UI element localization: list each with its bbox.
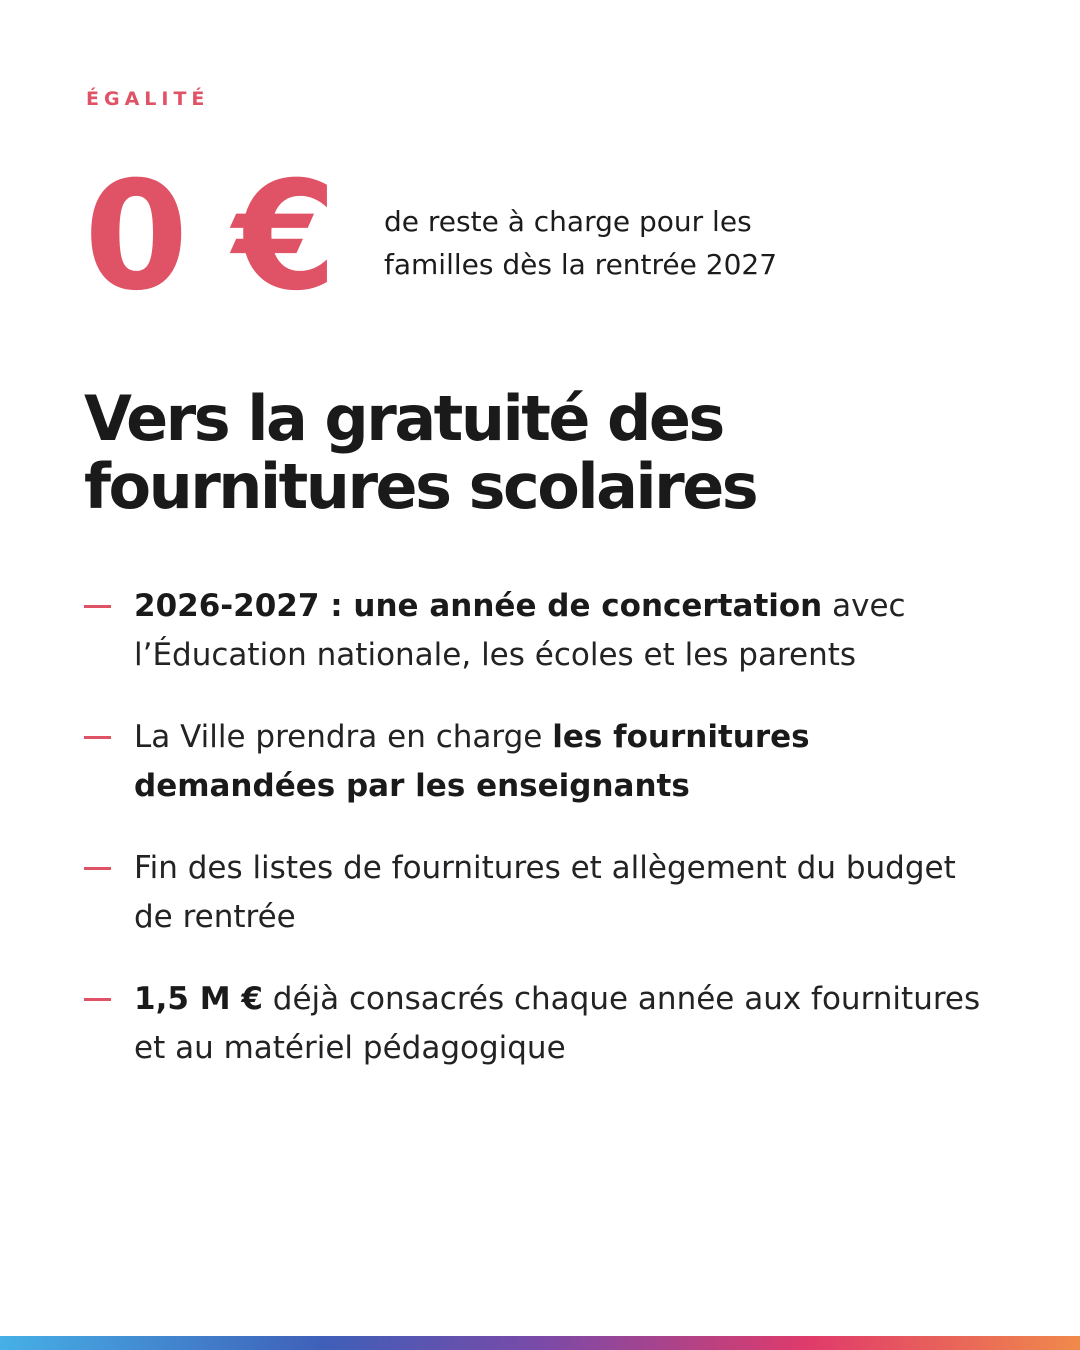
page-title-line: fournitures scolaires xyxy=(84,450,757,523)
page-title-line: Vers la gratuité des xyxy=(84,382,723,455)
item-text: déjà consacrés chaque année aux fournitures et au matériel pédagogique xyxy=(134,981,981,1066)
gradient-bar xyxy=(0,1336,1080,1350)
measures-list xyxy=(84,582,984,1106)
item-bold-text: 1,5 M € xyxy=(134,981,263,1017)
page-title xyxy=(84,382,1024,523)
category-label: ÉGALITÉ xyxy=(86,88,210,110)
figure-caption-line: de reste à charge pour les xyxy=(384,205,752,238)
list-item xyxy=(84,582,984,680)
figure-caption-line: familles dès la rentrée 2027 xyxy=(384,248,778,281)
item-text: La Ville prendra en charge xyxy=(134,719,553,755)
list-item xyxy=(84,844,984,942)
item-bold-text: 2026-2027 : une année de concertation xyxy=(134,588,823,624)
item-text: Fin des listes de fournitures et allègement du budget de rentrée xyxy=(134,850,956,935)
headline-figure: 0 € xyxy=(84,150,333,324)
item-bold-text: les fournitures demandées par les enseignants xyxy=(134,719,810,804)
dash-bullet-icon xyxy=(84,998,111,1001)
list-item xyxy=(84,975,984,1073)
item-text: avec l’Éducation nationale, les écoles et les parents xyxy=(134,588,906,673)
dash-bullet-icon xyxy=(84,605,111,608)
figure-caption xyxy=(384,200,854,286)
dash-bullet-icon xyxy=(84,867,111,870)
dash-bullet-icon xyxy=(84,736,111,739)
list-item xyxy=(84,713,984,811)
